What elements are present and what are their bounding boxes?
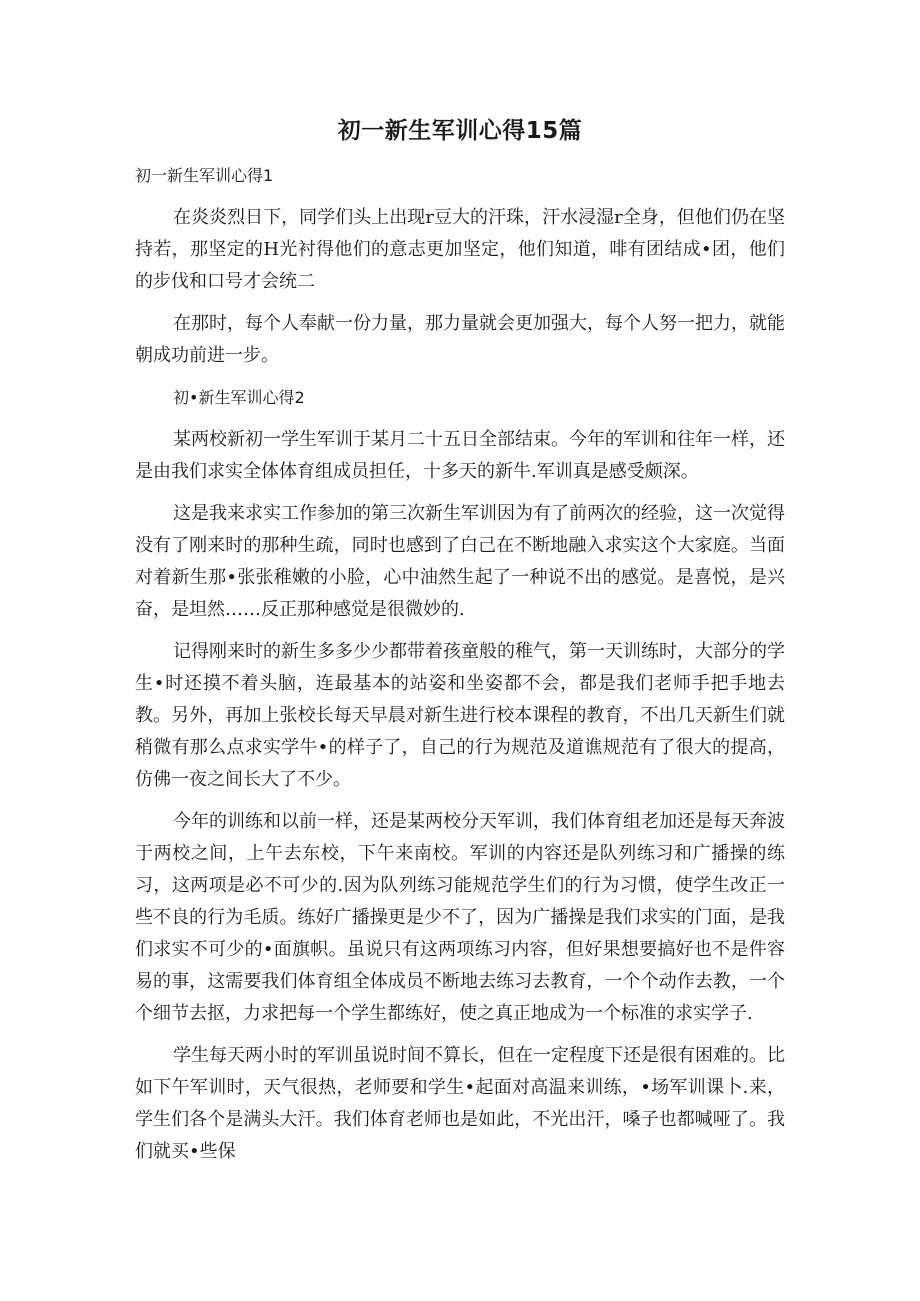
- paragraph: 今年的训练和以前一样，还是某两校分天军训，我们体育组老加还是每天奔波于两校之间，上午去东校，下午来南校。军训的内容还是队列练习和广播操的练习，这两项是必不可少的.因为队列练习能规范学生们的行为习惯，使学生改正一些不良的行为毛质。练好广播操更是少不了，因为广播操是我们求实的门面，是我们求实不可少的•面旗帜。虽说只有这两项练习内容，但好果想要搞好也不是件容易的事，这需要我们体育组全体成员不断地去练习去教育，一个个动作去教，一个个细节去抠，力求把每一个学生都练好，使之真正地成为一个标准的求实学子.: [135, 811, 785, 1024]
- paragraph: 在那时，每个人奉献一份力量，那力量就会更加强大，每个人努一把力，就能朝成功前进一步。: [135, 313, 785, 366]
- paragraph: 这是我来求实工作参加的第三次新生军训因为有了前两次的经验，这一次觉得没有了刚来时的那种生疏，同时也感到了白己在不断地融入求实这个大家庭。当面对着新生那•张张稚嫩的小脸，心中油然生起了一种说不出的感觉。是喜悦，是兴奋，是坦然……反正那种感觉是很微妙的.: [135, 503, 785, 620]
- paragraph: 学生每天两小时的军训虽说时间不算长，但在一定程度下还是很有困难的。比如下午军训时，天气很热，老师要和学生•起面对高温来训练，•场军训课卜.来，学生们各个是满头大汗。我们体育老师也是如此，不光出汗，嗓子也都喊哑了。我们就买•些保: [135, 1045, 785, 1162]
- section-heading-1: 初一新生军训心得1: [135, 166, 274, 185]
- paragraph: 某两校新初一学生军训于某月二十五日全部结束。今年的军训和往年一样，还是由我们求实全体体育组成员担任，十多天的新牛.军训真是感受颇深。: [135, 429, 785, 482]
- section-heading-2: 初•新生军训心得2: [173, 388, 305, 407]
- paragraph: 记得刚来时的新生多多少少都带着孩童般的稚气，第一天训练时，大部分的学生•时还摸不着头脑，连最基本的站姿和坐姿都不会，都是我们老师手把手地去教。另外，再加上张校长每天早晨对新生进行校本课程的教育，不出几天新生们就稍微有那么点求实学牛•的样子了，自己的行为规范及道谯规范有了很大的提高，仿佛一夜之间长大了不少。: [135, 641, 785, 790]
- document-title: 初一新生军训心得15篇: [337, 118, 583, 144]
- document-body: [135, 160, 785, 1178]
- paragraph: 在炎炎烈日下，同学们头上出现r豆大的汗珠，汗水浸湿r全身，但他们仍在坚持若，那坚定的H光衬得他们的意志更加坚定，他们知道，啡有团结成•团，他们的步伐和口号才会统二: [135, 207, 785, 292]
